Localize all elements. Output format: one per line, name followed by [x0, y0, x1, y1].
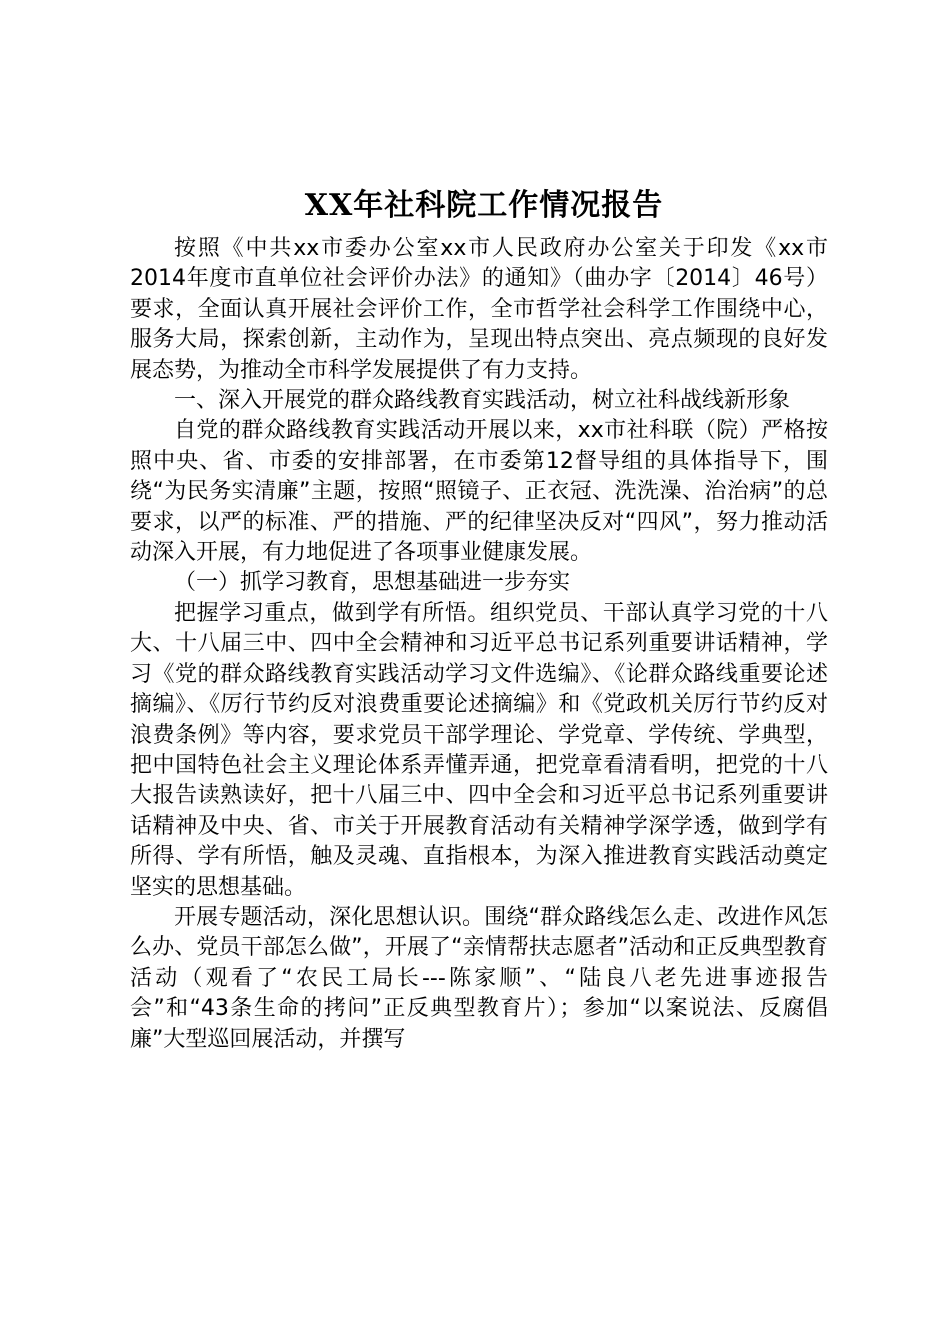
title-text: 年社科院工作情况报告: [353, 188, 664, 223]
body-paragraph: 把握学习重点，做到学有所悟。组织党员、干部认真学习党的十八大、十八届三中、四中全会精神和习近平总书记系列重要讲话精神，学习《党的群众路线教育实践活动学习文件选编》、《论群众路线重要论述摘编》、《厉行节约反对浪费重要论述摘编》和《党政机关厉行节约反对浪费条例》等内容，要求党员干部学理论、学党章、学传统、学典型，把中国特色社会主义理论体系弄懂弄通，把党章看清看明，把党的十八大报告读熟读好，把十八届三中、四中全会和习近平总书记系列重要讲话精神及中央、省、市关于开展教育活动有关精神学深学透，做到学有所得、学有所悟，触及灵魂、直指根本，为深入推进教育实践活动奠定坚实的思想基础。: [130, 600, 828, 900]
subsection-heading-1: （一）抓学习教育，思想基础进一步夯实: [174, 570, 571, 596]
document-page: [130, 180, 828, 1055]
section-heading-1: 一、深入开展党的群众路线教育实践活动，树立社科战线新形象: [174, 388, 791, 414]
body-paragraph: 开展专题活动，深化思想认识。围绕“群众路线怎么走、改进作风怎么办、党员干部怎么做”，开展了“亲情帮扶志愿者”活动和正反典型教育活动（观看了“农民工局长---陈家顺”、“陆良八老先进事迹报告会”和“43条生命的拷问”正反典型教育片）；参加“以案说法、反腐倡廉”大型巡回展活动，并撰写: [130, 904, 828, 1052]
body-paragraph: 自党的群众路线教育实践活动开展以来，xx市社科联（院）严格按照中央、省、市委的安排部署，在市委第12督导组的具体指导下，围绕“为民务实清廉”主题，按照“照镜子、正衣冠、洗洗澡、治治病”的总要求，以严的标准、严的措施、严的纪律坚决反对“四风”，努力推动活动深入开展，有力地促进了各项事业健康发展。: [130, 418, 828, 566]
title-prefix: XX: [304, 188, 354, 223]
intro-paragraph: 按照《中共xx市委办公室xx市人民政府办公室关于印发《xx市2014年度市直单位社会评价办法》的通知》（曲办字〔2014〕46号）要求，全面认真开展社会评价工作，全市哲学社会科学工作围绕中心，服务大局，探索创新，主动作为，呈现出特点突出、亮点频现的良好发展态势，为推动全市科学发展提供了有力支持。: [130, 236, 828, 383]
page-title: [130, 180, 828, 232]
